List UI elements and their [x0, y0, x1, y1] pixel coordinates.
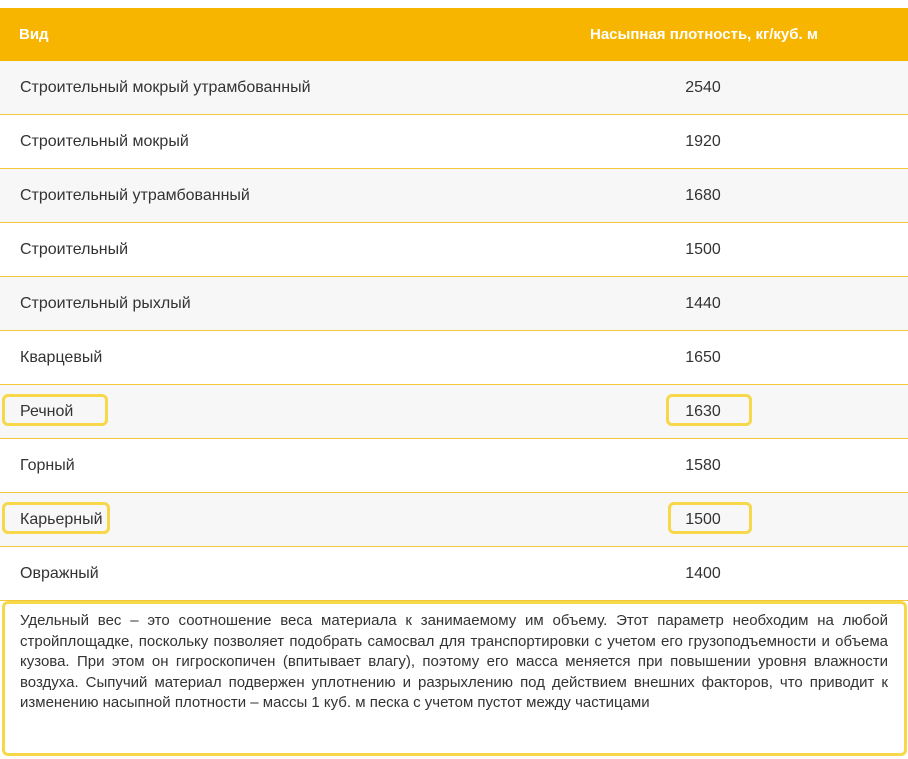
row-value: 1580 — [685, 456, 721, 474]
row-value: 1680 — [685, 186, 721, 204]
row-value: 1500 — [685, 240, 721, 258]
table-row — [0, 331, 908, 385]
table-row — [0, 61, 908, 115]
row-value: 1920 — [685, 132, 721, 150]
header-type: Вид — [19, 26, 49, 43]
row-name: Карьерный — [20, 510, 103, 528]
row-value: 1500 — [685, 510, 721, 528]
table-row — [0, 223, 908, 277]
row-name: Строительный утрамбованный — [20, 186, 250, 204]
header-density: Насыпная плотность, кг/куб. м — [590, 26, 818, 43]
row-name: Кварцевый — [20, 348, 103, 366]
row-name: Строительный — [20, 240, 129, 258]
row-name: Речной — [20, 402, 74, 420]
table-row — [0, 115, 908, 169]
row-name: Горный — [20, 456, 75, 474]
table-row — [0, 385, 908, 439]
table-row — [0, 439, 908, 493]
table-header — [0, 8, 908, 61]
row-value: 1400 — [685, 564, 721, 582]
table-row — [0, 277, 908, 331]
row-value: 1630 — [685, 402, 721, 420]
row-value: 1650 — [685, 348, 721, 366]
table-row — [0, 547, 908, 601]
density-table — [0, 8, 908, 601]
row-value: 2540 — [685, 78, 721, 96]
table-row — [0, 169, 908, 223]
row-name: Строительный мокрый — [20, 132, 189, 150]
row-name: Овражный — [20, 564, 99, 582]
row-name: Строительный мокрый утрамбованный — [20, 78, 311, 96]
row-name: Строительный рыхлый — [20, 294, 191, 312]
table-row — [0, 493, 908, 547]
info-note: Удельный вес – это соотношение веса материала к занимаемому им объему. Этот параметр необходим на любой стройплощадке, поскольку позволяет подобрать самосвал для транспортировки с учетом его грузоподъемности и объема кузова. При этом он гигроскопичен (впитывает влагу), поэтому его масса меняется при повышении уровня влажности воздуха. Сыпучий материал подвержен уплотнению и разрыхлению под действием внешних факторов, что приводит к изменению насыпной плотности – массы 1 куб. м песка с учетом пустот между частицами — [2, 601, 907, 756]
row-value: 1440 — [685, 294, 721, 312]
